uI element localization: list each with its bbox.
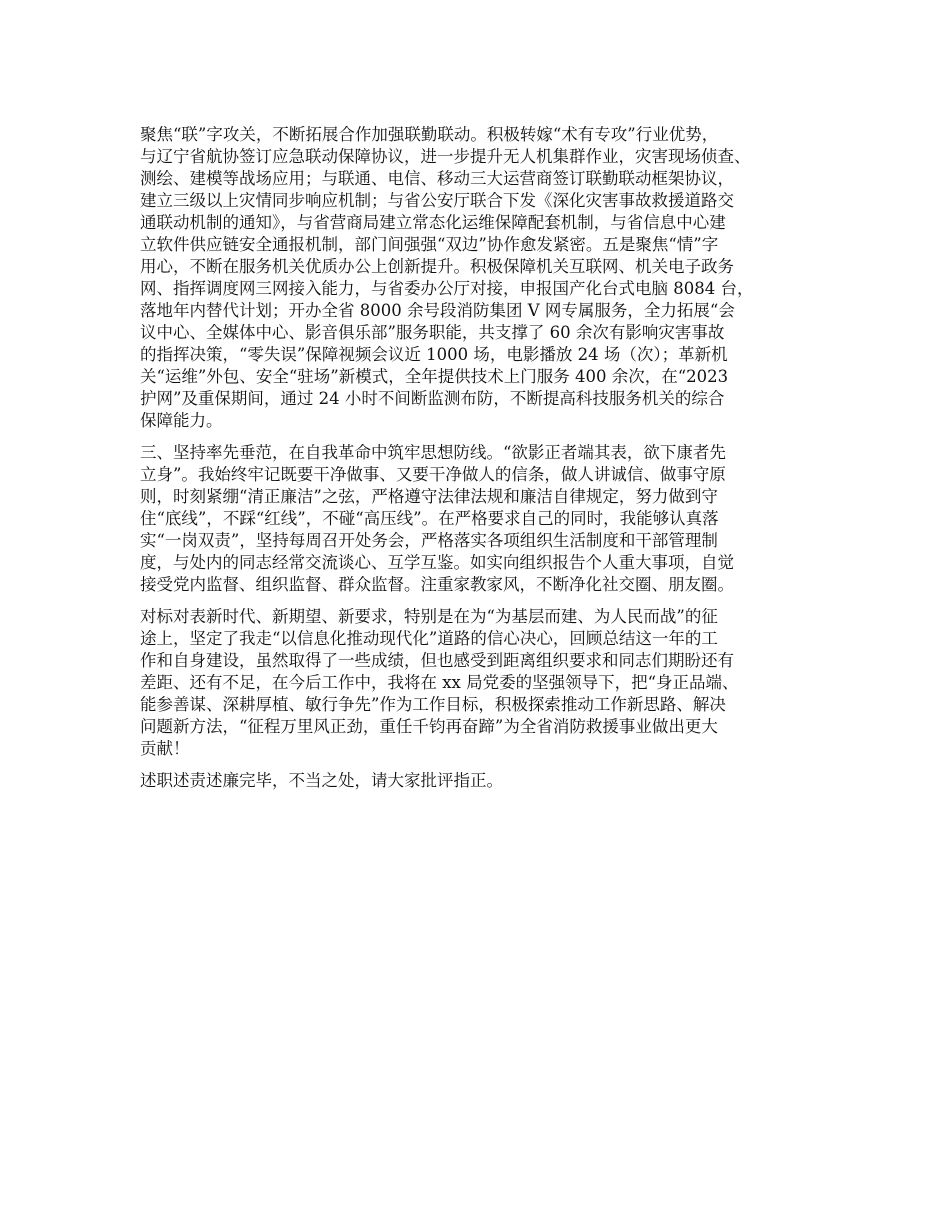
text-line: 问题新方法，“征程万里风正劲，重任千钧再奋蹄”为全省消防救援事业做出更大 <box>140 717 718 736</box>
text-line: 途上，坚定了我走“以信息化推动现代化”道路的信心决心，回顾总结这一年的工 <box>140 629 718 648</box>
text-line: 聚焦“联”字攻关，不断拓展合作加强联勤联动。积极转嫁“术有专攻”行业优势， <box>140 125 719 144</box>
text-line: 接受党内监督、组织监督、群众监督。注重家教家风，不断净化社交圈、朋友圈。 <box>140 575 734 594</box>
text-line: 实“一岗双责”，坚持每周召开处务会，严格落实各项组织生活制度和干部管理制 <box>140 531 718 550</box>
text-line: 用心，不断在服务机关优质办公上创新提升。积极保障机关互联网、机关电子政务 <box>140 257 734 276</box>
text-line: 度，与处内的同志经常交流谈心、互学互鉴。如实向组织报告个人重大事项，自觉 <box>140 553 734 572</box>
text-line: 述职述责述廉完毕，不当之处，请大家批评指正。 <box>140 771 503 790</box>
text-line: 议中心、全媒体中心、影音俱乐部”服务职能，共支撑了 60 余次有影响灾害事故 <box>140 323 725 342</box>
text-line: 差距、还有不足，在今后工作中，我将在 xx 局党委的坚强领导下，把“身正品端、 <box>140 673 739 692</box>
text-line: 则，时刻紧绷“清正廉洁”之弦，严格遵守法律法规和廉洁自律规定，努力做到守 <box>140 487 718 506</box>
text-line: 网、指挥调度网三网接入能力，与省委办公厅对接，申报国产化台式电脑 8084 台， <box>140 279 754 298</box>
paragraph-self-discipline <box>140 442 824 596</box>
text-line: 三、坚持率先垂范，在自我革命中筑牢思想防线。“欲影正者端其表，欲下康者先 <box>140 443 726 462</box>
text-line: 能参善谋、深耕厚植、敏行争先”作为工作目标，积极探索推动工作新思路、解决 <box>140 695 726 714</box>
text-line: 建立三级以上灾情同步响应机制；与省公安厅联合下发《深化灾害事故救援道路交 <box>140 191 734 210</box>
paragraph-cooperation <box>140 124 824 432</box>
text-line: 测绘、建模等战场应用；与联通、电信、移动三大运营商签订联勤联动框架协议， <box>140 169 734 188</box>
text-line: 与辽宁省航协签订应急联动保障协议，进一步提升无人机集群作业，灾害现场侦查、 <box>140 147 751 166</box>
text-line: 贡献！ <box>140 739 190 758</box>
text-line: 的指挥决策，“零失误”保障视频会议近 1000 场，电影播放 24 场（次）；革新机 <box>140 345 728 364</box>
text-line: 落地年内替代计划；开办全省 8000 余号段消防集团 V 网专属服务，全力拓展“会 <box>140 301 735 320</box>
text-line: 保障能力。 <box>140 411 223 430</box>
text-line: 护网”及重保期间，通过 24 小时不间断监测布防，不断提高科技服务机关的综合 <box>140 389 725 408</box>
text-line: 关“运维”外包、安全“驻场”新模式，全年提供技术上门服务 400 余次，在“2023 <box>140 367 729 386</box>
text-line: 立软件供应链安全通报机制，部门间强强“双边”协作愈发紧密。五是聚焦“情”字 <box>140 235 719 254</box>
document-page <box>140 124 824 802</box>
paragraph-closing <box>140 770 824 792</box>
text-line: 对标对表新时代、新期望、新要求，特别是在为“为基层而建、为人民而战”的征 <box>140 607 718 626</box>
text-line: 作和自身建设，虽然取得了一些成绩，但也感受到距离组织要求和同志们期盼还有 <box>140 651 734 670</box>
text-line: 住“底线”，不踩“红线”，不碰“高压线”。在严格要求自己的同时，我能够认真落 <box>140 509 719 528</box>
paragraph-outlook <box>140 606 824 760</box>
text-line: 立身”。我始终牢记既要干净做事、又要干净做人的信条，做人讲诚信、做事守原 <box>140 465 726 484</box>
text-line: 通联动机制的通知》，与省营商局建立常态化运维保障配套机制，与省信息中心建 <box>140 213 726 232</box>
